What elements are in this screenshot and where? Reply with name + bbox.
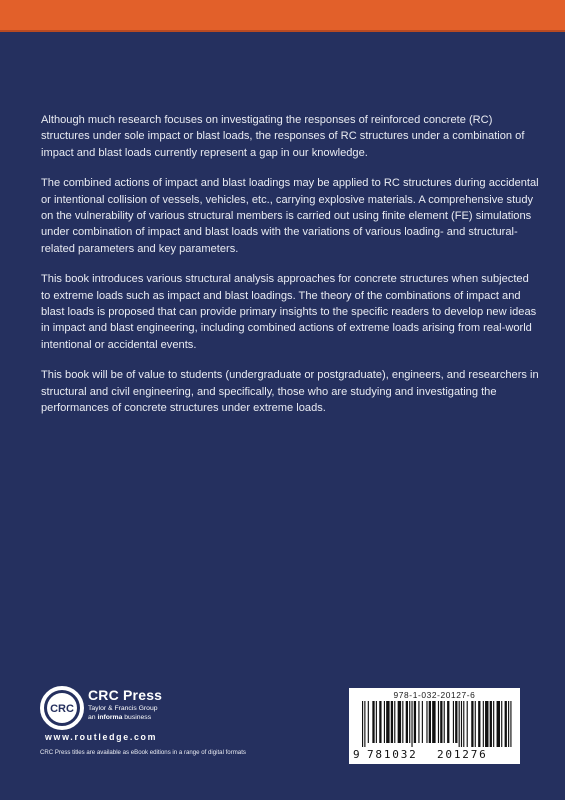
publisher-website: www.routledge.com: [45, 732, 158, 742]
barcode-bar: [493, 701, 494, 747]
barcode-bar: [490, 701, 492, 747]
barcode-digits-group-1: 781032: [367, 748, 418, 761]
business-suffix: business: [124, 714, 152, 721]
barcode-bar: [376, 701, 377, 743]
publisher-business-line: [88, 714, 151, 721]
barcode-digits-group-2: 201276: [437, 748, 488, 761]
barcode-bar: [505, 701, 507, 747]
barcode-bar: [384, 701, 385, 743]
barcode-bar: [398, 701, 401, 743]
barcode-bar: [463, 701, 464, 747]
barcode-bar: [426, 701, 427, 743]
barcode-bar: [409, 701, 410, 743]
business-name: informa: [97, 714, 123, 721]
barcode-bar: [372, 701, 374, 743]
barcode-bar: [471, 701, 473, 747]
barcode-bar: [406, 701, 408, 743]
barcode-bar: [418, 701, 419, 743]
barcode-bar: [440, 701, 442, 743]
blurb-paragraph-2: The combined actions of impact and blast loadings may be applied to RC structures during accidental or intentional collision of vessels, vehicles, etc., carrying explosive materials. A comprehensive study on the vulnerability of various structural members is carried out using finite element (FE) simulations under combination of impact and blast loads with the variations of various loading- and structural-related parameters and key parameters.: [41, 177, 539, 255]
barcode-bar: [461, 701, 462, 747]
blurb-paragraph-1: Although much research focuses on investigating the responses of reinforced concrete (RC) structures under sole impact or blast loads, the responses of RC structures under a combination of impact and blast loads currently represent a gap in our knowledge.: [41, 114, 525, 159]
barcode-bar: [453, 701, 454, 743]
barcode-bar: [475, 701, 476, 747]
business-prefix: an: [88, 714, 96, 721]
barcode-bar: [467, 701, 468, 747]
blurb-paragraph-4: This book will be of value to students (undergraduate or postgraduate), engineers, and researchers in structural and civil engineering, and specifically, those who are studying and investigating the performances of concrete structures under extreme loads.: [41, 369, 539, 414]
barcode-bar: [501, 701, 502, 747]
barcode-bar: [444, 701, 445, 743]
ebook-availability-note: CRC Press titles are available as eBook editions in a range of digital formats: [40, 749, 246, 756]
barcode-bar: [411, 701, 412, 747]
cover-top-accent-bar: [0, 0, 565, 30]
barcode-bar: [362, 701, 363, 747]
barcode-bar: [394, 701, 395, 743]
barcode-bar: [422, 701, 423, 743]
isbn-number: 978-1-032-20127-6: [393, 690, 476, 700]
barcode-bar: [368, 701, 369, 743]
barcode-bar: [447, 701, 449, 743]
blurb-paragraph-3: This book introduces various structural analysis approaches for concrete structures when subjected to extreme loads such as impact and blast loadings. The theory of the combinations of impact and blast loads is proposed that can provide primary insights to the specific readers to develop new ideas in impact and blast engineering, including combined actions of extreme loads arising from real-world intentional or accidental events.: [41, 273, 537, 351]
barcode-bar: [402, 701, 403, 743]
barcode-bar: [485, 701, 488, 747]
barcode-bars: [362, 701, 512, 747]
barcode-bar: [364, 701, 365, 747]
publisher-name: CRC Press: [88, 687, 163, 703]
crc-logo-text: CRC: [50, 703, 74, 715]
barcode-bar: [508, 701, 509, 747]
barcode-bar: [414, 701, 416, 743]
barcode-bar: [455, 701, 457, 743]
barcode-bar: [386, 701, 389, 743]
barcode-bar: [379, 701, 381, 743]
barcode-bar: [391, 701, 393, 743]
isbn-barcode: [349, 688, 520, 764]
barcode-bar: [438, 701, 439, 743]
barcode-bar: [478, 701, 480, 747]
cover-top-accent-edge: [0, 30, 565, 32]
barcode-bar: [432, 701, 435, 743]
barcode-bar: [483, 701, 484, 747]
barcode-bar: [510, 701, 511, 747]
publisher-group: Taylor & Francis Group: [88, 705, 158, 712]
barcode-bar: [497, 701, 500, 747]
barcode-digit-lead: 9: [353, 748, 360, 761]
crc-logo-icon: [40, 686, 84, 730]
barcode-bar: [429, 701, 431, 743]
barcode-bar: [459, 701, 460, 747]
back-cover-blurb: [41, 112, 539, 431]
